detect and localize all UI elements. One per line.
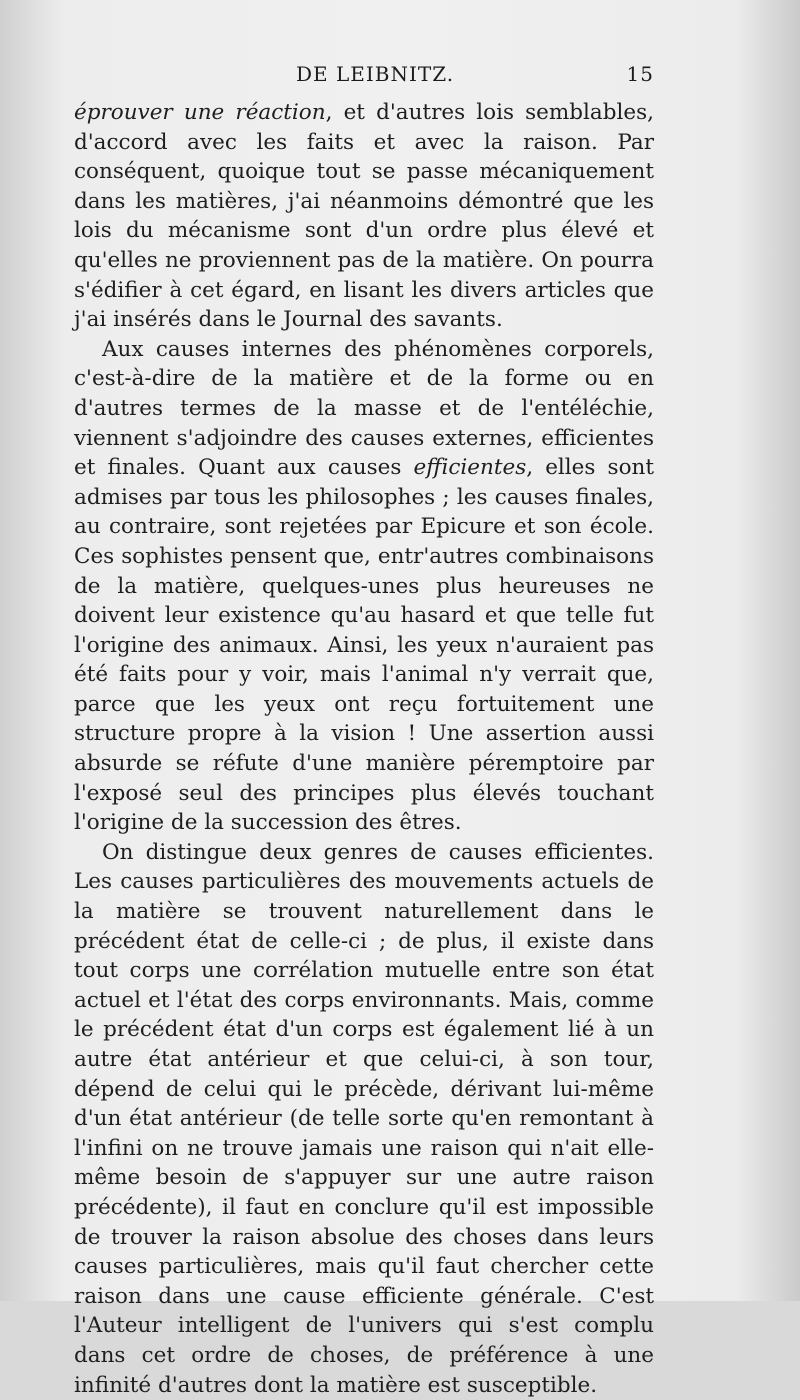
page-number: 15: [626, 62, 654, 86]
text-segment: On distingue deux genres de causes efficientes. Les causes particulières des mouvements actuels de la matière se trouvent naturellement dans le précédent état de celle-ci ; de plus, il existe dans tout corps une corrélation mutuelle entre son état actuel et l'état des corps environnants. Mais, comme le précédent état d'un corps est également lié à un autre état antérieur et que celui-ci, à son tour, dépend de celui qui le précède, dérivant lui-même d'un état antérieur (de telle sorte qu'en remontant à l'infini on ne trouve jamais une raison qui n'ait elle-même besoin de s'appuyer sur une autre raison précédente), il faut en conclure qu'il est impossible de trouver la raison absolue des choses dans leurs causes particulières, mais qu'il faut chercher cette raison dans une cause efficiente générale. C'est l'Auteur intelligent de l'univers qui s'est complu dans cet ordre de choses, de préférence à une infinité d'autres dont la matière est susceptible.: [74, 839, 654, 1398]
running-title: DE LEIBNITZ.: [296, 62, 455, 86]
text-segment: efficientes: [413, 455, 527, 481]
paragraph: [74, 98, 654, 335]
text-segment: éprouver une réaction: [74, 100, 326, 125]
body-text: [74, 98, 654, 1400]
paragraph: [74, 838, 654, 1400]
text-segment: , elles sont admises par tous les philosophes ; les causes finales, au contraire, sont rejetées par Epicure et son école. Ces sophistes pensent que, entr'autres combinaisons de la matière, quelques-unes plus heureuses ne doivent leur existence qu'au hasard et que telle fut l'origine des animaux. Ainsi, les yeux n'auraient pas été faits pour y voir, mais l'animal n'y verrait que, parce que les yeux ont reçu fortuitement une structure propre à la vision ! Une assertion aussi absurde se réfute d'une manière péremptoire par l'exposé seul des principes plus élevés touchant l'origine de la succession des êtres.: [74, 455, 655, 836]
text-segment: Aux causes internes des phénomènes corporels, c'est-à-dire de la matière et de la forme ou en d'autres termes de la masse et de l'entéléchie, viennent s'adjoindre des causes externes, efficientes et finales. Quant aux causes: [74, 336, 654, 481]
text-segment: , et d'autres lois semblables, d'accord avec les faits et avec la raison. Par conséquent, quoique tout se passe mécaniquement dans les matières, j'ai néanmoins démontré que les lois du mécanisme sont d'un ordre plus élevé et qu'elles ne proviennent pas de la matière. On pourra s'édifier à cet égard, en lisant les divers articles que j'ai insérés dans le Journal des savants.: [74, 100, 654, 333]
paragraph: [74, 335, 654, 838]
